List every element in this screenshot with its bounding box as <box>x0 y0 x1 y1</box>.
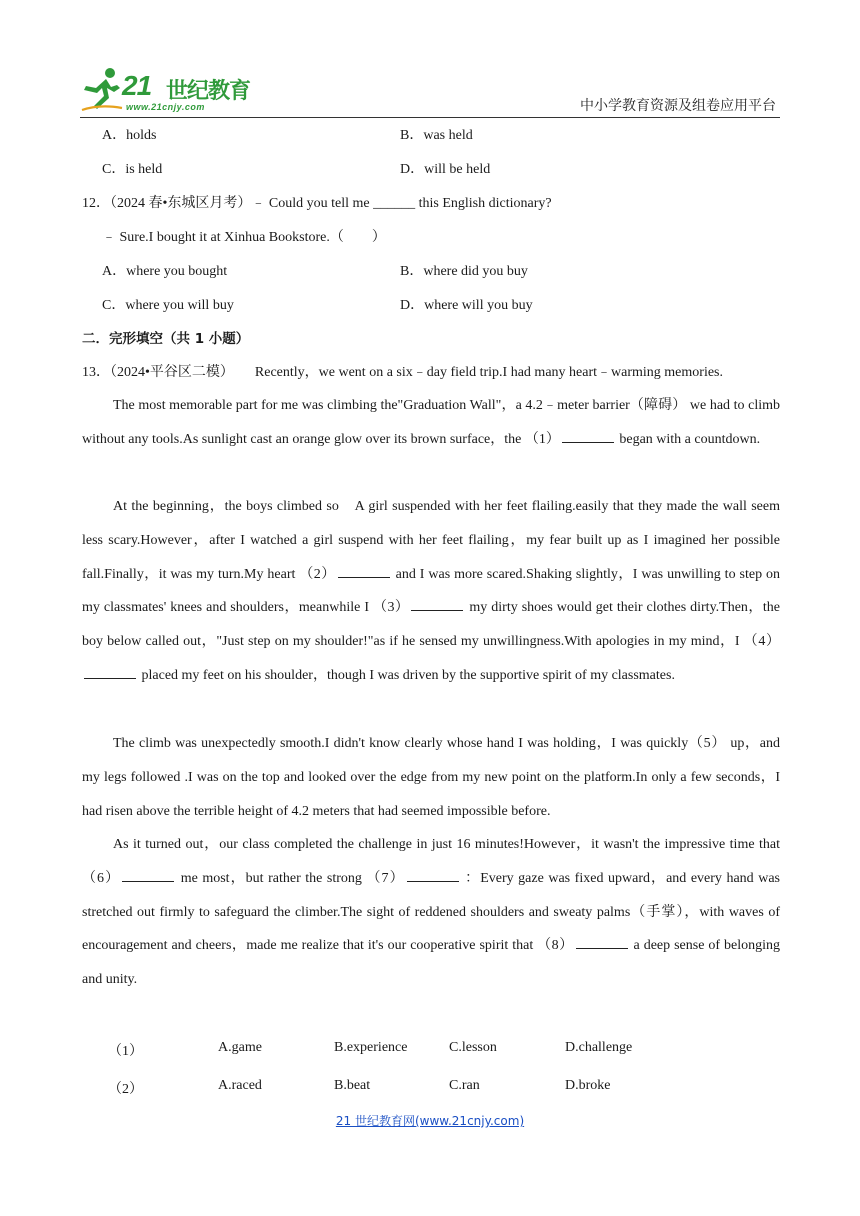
section-title: 二．完形填空（共 1 小题） <box>82 331 250 347</box>
choice-b[interactable]: B.experience <box>334 1040 408 1055</box>
passage-text: placed my feet on his shoulder，though I was driven by the supportive spirit of my classmates. <box>141 667 675 683</box>
passage-paragraph-3: The climb was unexpectedly smooth.I didn't know clearly whose hand I was holding，I was quickly（5） up，and my legs followed .I was on the top and looked over the edge from my new point on the platform.In only a few seconds，I had risen above the terrible height of 4.2 meters that had seemed impossible before. <box>82 736 780 819</box>
passage-text: me most，but rather the strong （7） <box>180 870 405 886</box>
passage-text: my dirty shoes would get their clothes dirty.Then，the boy below called out，"Just step on my shoulder!"as if he sensed my unwillingness.With apologies in my mind，I （4） <box>82 600 780 650</box>
question-12-reply: ﹣ Sure.I bought it at Xinhua Bookstore.（ ） <box>102 230 386 245</box>
blank-1[interactable] <box>562 428 614 443</box>
option-b: B．where did you buy <box>400 264 528 279</box>
blank-7[interactable] <box>407 867 459 882</box>
logo-name: 世纪教育 <box>166 79 251 104</box>
footer-link[interactable]: 21 世纪教育网(www.21cnjy.com) <box>335 1114 525 1128</box>
runner-icon <box>80 66 124 112</box>
passage-text: a deep sense of belonging and unity. <box>82 938 781 988</box>
passage-paragraph-1 <box>82 389 780 457</box>
choice-row <box>108 1078 728 1098</box>
choice-b[interactable]: B.beat <box>334 1078 371 1093</box>
blank-8[interactable] <box>576 934 628 949</box>
blank-6[interactable] <box>122 867 174 882</box>
choice-d[interactable]: D.broke <box>565 1078 611 1093</box>
blank-4[interactable] <box>84 664 136 679</box>
logo-url: www.21cnjy.com <box>126 102 205 112</box>
question-13-intro: 13．（2024•平谷区二模） Recently，we went on a six﹣day field trip.I had many heart﹣warming memories. <box>82 365 723 380</box>
passage-paragraph-4 <box>82 828 780 997</box>
site-logo[interactable] <box>80 66 250 116</box>
choice-c[interactable]: C.ran <box>449 1078 480 1093</box>
option-a: A．holds <box>102 128 157 143</box>
option-a: A．where you bought <box>102 264 228 279</box>
option-d: D．where will you buy <box>400 298 533 313</box>
blank-3[interactable] <box>411 596 463 611</box>
option-d: D．will be held <box>400 162 491 177</box>
blank-2[interactable] <box>338 563 390 578</box>
passage-text: and I was more scared.Shaking slightly，I was unwilling to step on my classmates' knees and shoulders，meanwhile I （3） <box>82 566 781 616</box>
passage-text: The most memorable part for me was climbing the"Graduation Wall"，a 4.2﹣meter barrier（障碍） we had to climb without any tools.As sunlight cast an orange glow over its brown surface，the （1） <box>82 398 780 447</box>
choice-c[interactable]: C.lesson <box>449 1040 497 1055</box>
question-12-stem: 12．（2024 春•东城区月考）﹣ Could you tell me ______ this English dictionary? <box>82 196 552 211</box>
platform-title: 中小学教育资源及组卷应用平台 <box>580 98 776 114</box>
choice-number: （1） <box>108 1044 143 1059</box>
passage-text: ：Every gaze was fixed upward，and every hand was stretched out firmly to safeguard the climber.The sight of reddened shoulders and sweaty palms（手掌），with waves of encouragement and cheers，made me realize that it's our cooperative spirit that （8） <box>82 870 780 954</box>
choice-row <box>108 1040 728 1060</box>
choice-d[interactable]: D.challenge <box>565 1040 633 1055</box>
page-header <box>0 0 860 120</box>
choice-a[interactable]: A.raced <box>218 1078 262 1093</box>
option-b: B．was held <box>400 128 473 143</box>
option-c: C．is held <box>102 162 163 177</box>
header-divider <box>80 117 780 118</box>
choice-number: （2） <box>108 1082 143 1097</box>
passage-text: began with a countdown. <box>619 431 761 447</box>
passage-text: As it turned out，our class completed the challenge in just 16 minutes!However，it wasn't the impressive time that （6） <box>82 837 780 886</box>
passage-text: At the beginning，the boys climbed so A girl suspended with her feet flailing.easily that they made the wall seem less scary.However，after I watched a girl suspend with her feet flailing，my fear built up as I imagined her possible fall.Finally，it was my turn.My heart （2） <box>82 499 780 582</box>
choice-a[interactable]: A.game <box>218 1040 262 1055</box>
logo-number: 21 <box>122 70 152 101</box>
option-c: C．where you will buy <box>102 298 234 313</box>
passage-paragraph-2 <box>82 490 780 693</box>
